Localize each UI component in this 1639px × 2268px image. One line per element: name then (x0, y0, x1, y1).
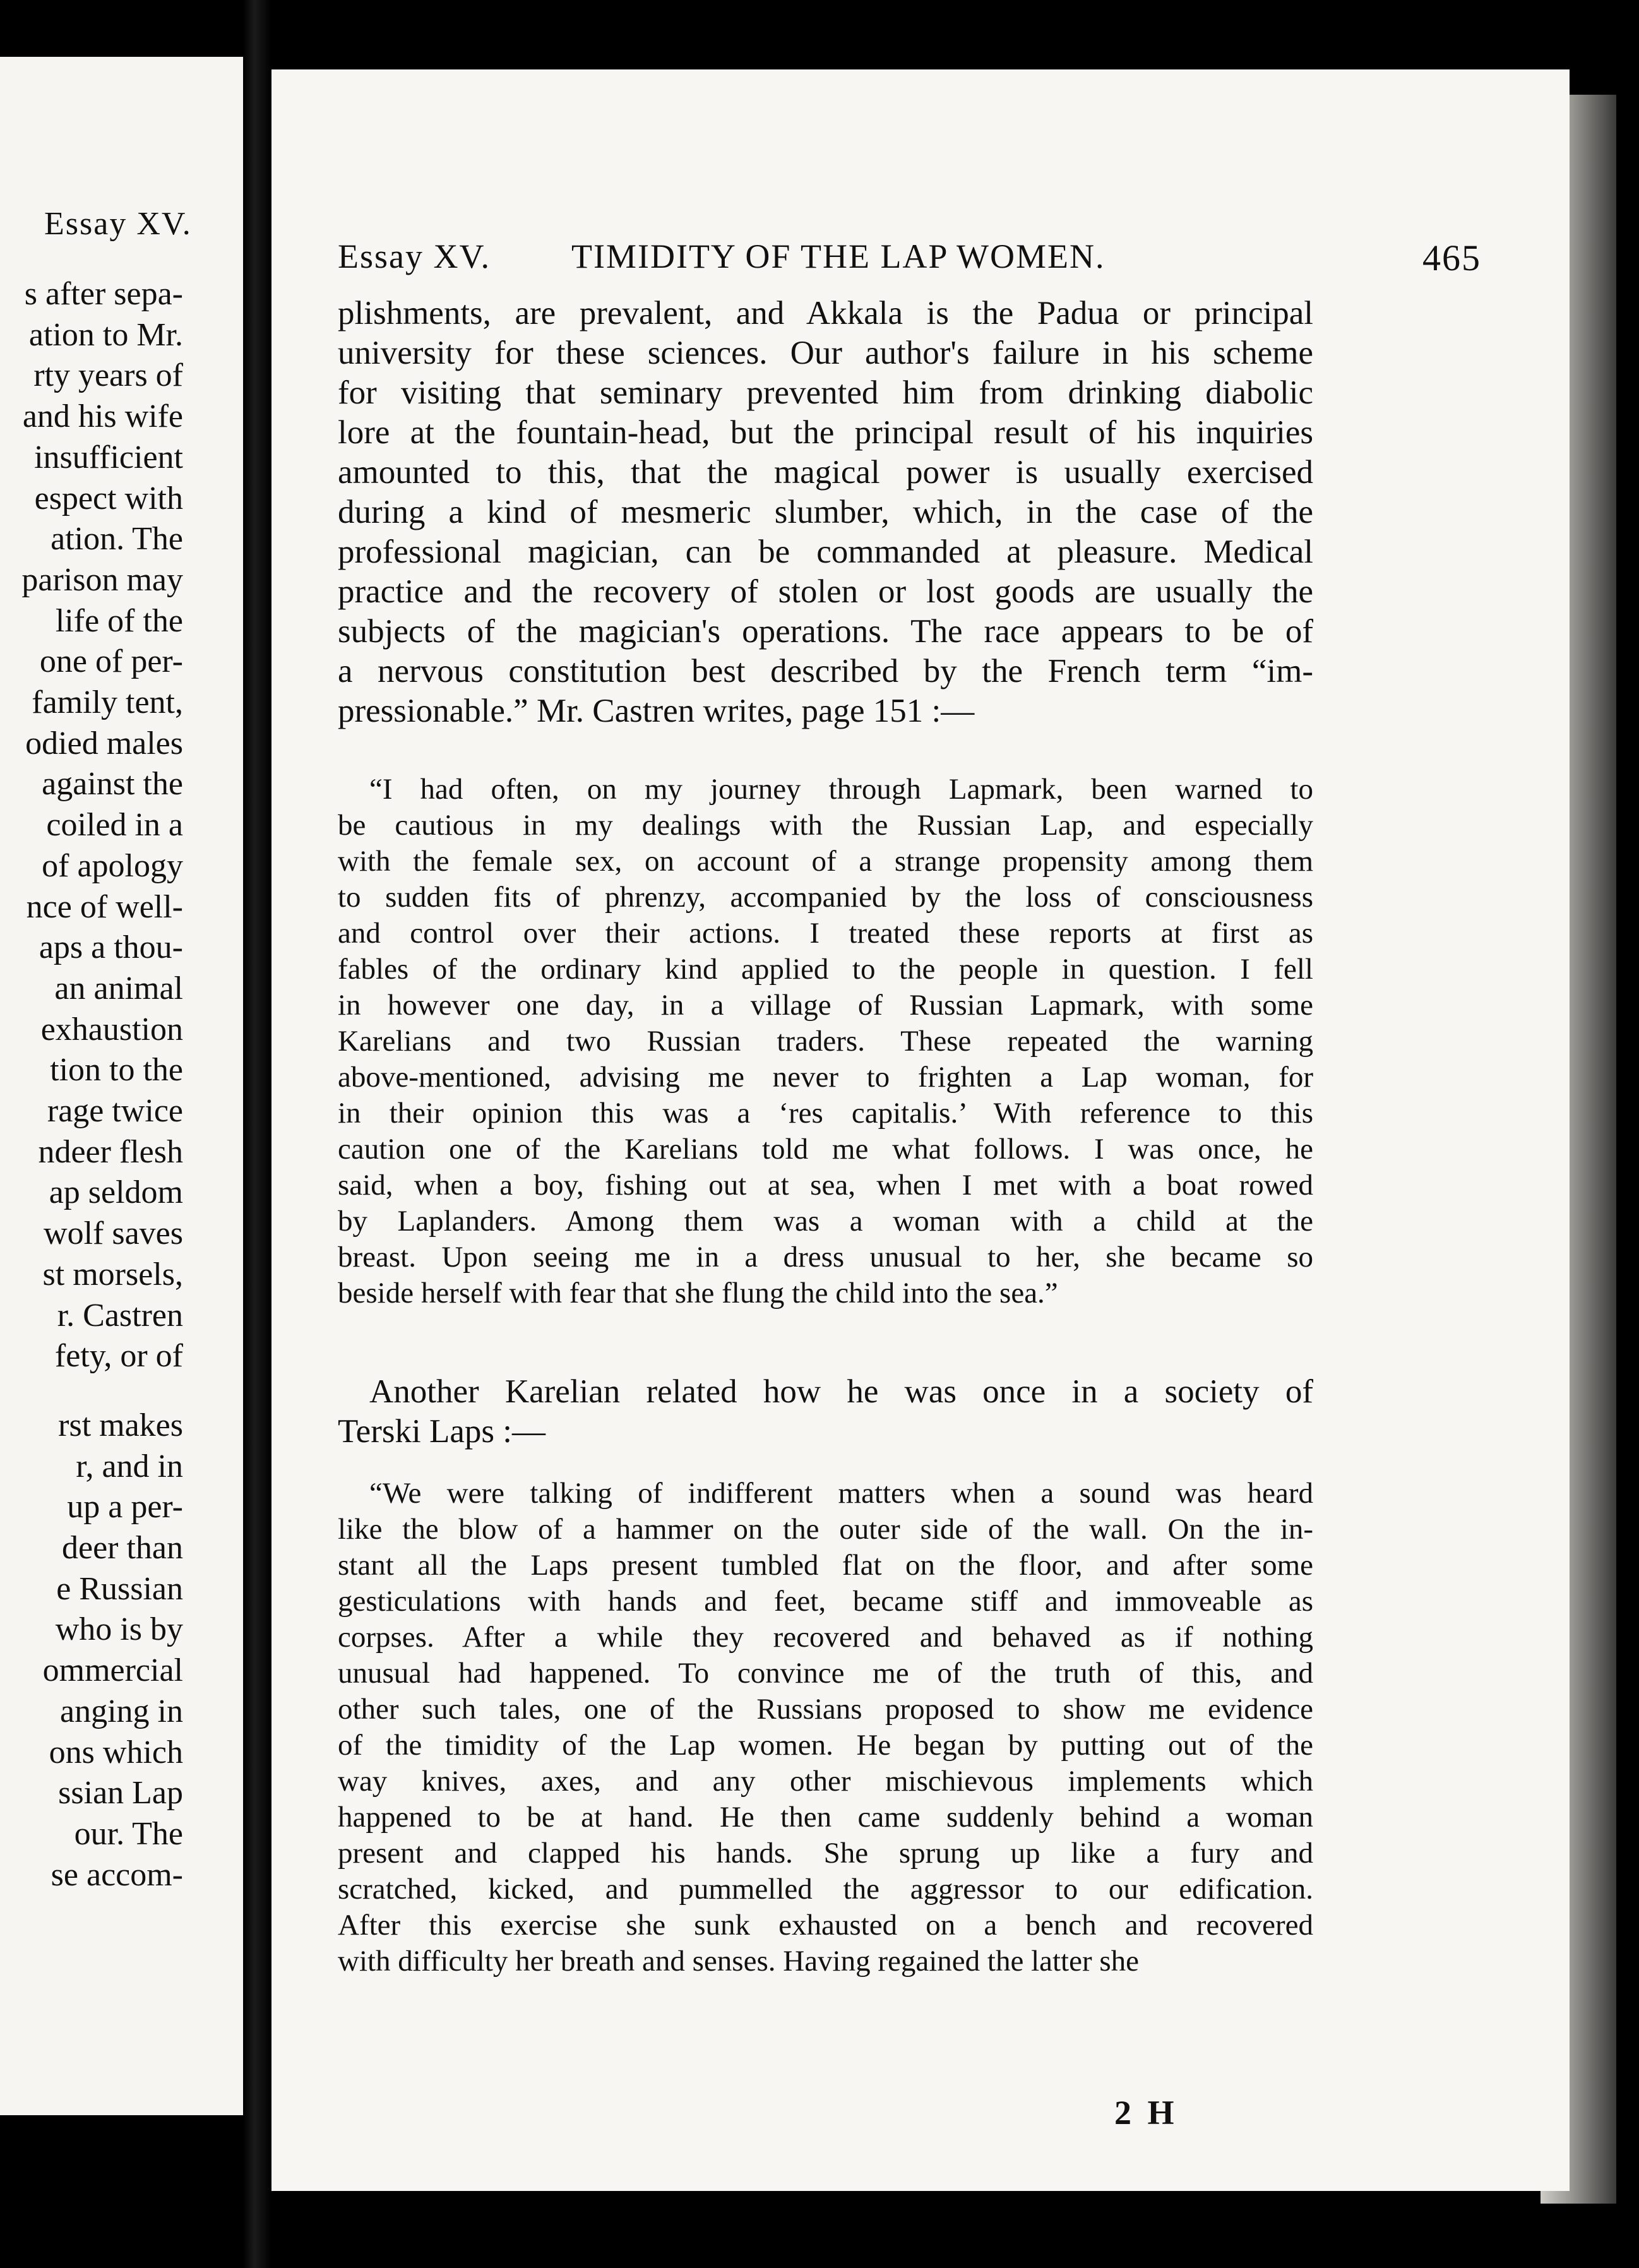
left-fragment-line: against the (42, 766, 183, 803)
header-essay: Essay XV. (338, 237, 491, 275)
left-fragment-line: family tent, (32, 684, 183, 720)
left-fragment-line: our. The (74, 1815, 183, 1852)
left-fragment-line: rst makes (58, 1407, 183, 1443)
left-fragment-line: who is by (55, 1611, 183, 1648)
left-fragment-line: insufficient (34, 439, 183, 475)
body-paragraph (338, 294, 1313, 731)
left-fragment-line: wolf saves (44, 1215, 183, 1252)
text-line: fables of the ordinary kind applied to the people in question. I fell (338, 953, 1313, 986)
left-fragment-line: coiled in a (46, 807, 183, 844)
left-fragment-line: deer than (61, 1530, 183, 1566)
text-line: subjects of the magician's operations. The race appears to be of (338, 613, 1313, 650)
left-fragment-line: and his wife (22, 398, 183, 435)
text-line: to sudden fits of phrenzy, accompanied by the loss of consciousness (338, 881, 1313, 914)
left-fragment-line: r, and in (76, 1448, 183, 1484)
left-fragment-line: s after sepa- (24, 276, 183, 312)
left-fragment-line: ap seldom (49, 1174, 183, 1211)
left-fragment-line: of apology (42, 847, 183, 884)
text-line: university for these sciences. Our author's failure in his scheme (338, 335, 1313, 371)
text-line: of the timidity of the Lap women. He began by putting out of the (338, 1729, 1313, 1762)
text-line: After this exercise she sunk exhausted on a bench and recovered (338, 1909, 1313, 1942)
text-line: amounted to this, that the magical power is usually exercised (338, 454, 1313, 491)
left-fragment-line: an animal (54, 970, 183, 1006)
text-line: pressionable.” Mr. Castren writes, page 151 :— (338, 693, 975, 729)
text-line: professional magician, can be commanded at pleasure. Medical (338, 534, 1313, 570)
text-line: stant all the Laps present tumbled flat on the floor, and after some (338, 1549, 1313, 1582)
text-line: for visiting that seminary prevented him from drinking diabolic (338, 374, 1313, 411)
text-line: Another Karelian related how he was once in a society of (369, 1373, 1313, 1410)
text-line: gesticulations with hands and feet, became stiff and immoveable as (338, 1585, 1313, 1618)
text-line: lore at the fountain-head, but the principal result of his inquiries (338, 414, 1313, 451)
left-fragment-line: fety, or of (54, 1338, 183, 1375)
left-fragment-line: odied males (25, 725, 183, 761)
text-line: plishments, are prevalent, and Akkala is the Padua or principal (338, 295, 1313, 331)
text-line: breast. Upon seeing me in a dress unusual to her, she became so (338, 1241, 1313, 1274)
left-fragment-line: up a per- (67, 1489, 183, 1525)
text-line: and control over their actions. I treated these reports at first as (338, 917, 1313, 950)
text-line: other such tales, one of the Russians proposed to show me evidence (338, 1693, 1313, 1726)
header-title: TIMIDITY OF THE LAP WOMEN. (571, 237, 1106, 275)
left-fragment-line: espect with (34, 480, 183, 516)
text-line: beside herself with fear that she flung the child into the sea.” (338, 1277, 1058, 1310)
text-line: above-mentioned, advising me never to frighten a Lap woman, for (338, 1061, 1313, 1094)
text-line: Terski Laps :— (338, 1413, 545, 1450)
left-fragment-line: ndeer flesh (38, 1133, 183, 1170)
text-line: scratched, kicked, and pummelled the aggressor to our edification. (338, 1873, 1313, 1906)
text-line: like the blow of a hammer on the outer side of the wall. On the in- (338, 1513, 1313, 1546)
text-line: a nervous constitution best described by the French term “im- (338, 653, 1313, 689)
text-line: during a kind of mesmeric slumber, which, in the case of the (338, 494, 1313, 530)
paragraph-2 (338, 1372, 1313, 1452)
text-line: “I had often, on my journey through Lapmark, been warned to (369, 773, 1313, 806)
left-fragment-line: ation to Mr. (28, 316, 183, 353)
left-page (0, 57, 243, 2115)
text-line: by Laplanders. Among them was a woman with a child at the (338, 1205, 1313, 1238)
text-line: corpses. After a while they recovered and behaved as if nothing (338, 1621, 1313, 1654)
left-fragment-line: se accom- (51, 1856, 183, 1893)
left-fragment-line: st morsels, (42, 1256, 183, 1292)
text-line: in however one day, in a village of Russian Lapmark, with some (338, 989, 1313, 1022)
quote-2 (338, 1476, 1313, 1979)
text-line: caution one of the Karelians told me what follows. I was once, he (338, 1133, 1313, 1166)
right-page (271, 69, 1570, 2191)
quote-1 (338, 772, 1313, 1311)
book-gutter (243, 0, 271, 2268)
text-line: unusual had happened. To convince me of the truth of this, and (338, 1657, 1313, 1690)
left-running-head: Essay XV. (44, 206, 192, 242)
text-line: with difficulty her breath and senses. Having regained the latter she (338, 1945, 1140, 1978)
text-line: in their opinion this was a ‘res capitalis.’ With reference to this (338, 1097, 1313, 1130)
left-fragment-line: parison may (21, 561, 183, 598)
text-line: be cautious in my dealings with the Russian Lap, and especially (338, 809, 1313, 842)
text-line: present and clapped his hands. She sprung up like a fury and (338, 1837, 1313, 1870)
text-line: way knives, axes, and any other mischievous implements which (338, 1765, 1313, 1798)
left-fragment-line: one of per- (39, 643, 183, 680)
left-fragment-line: rty years of (33, 357, 183, 394)
signature-mark: 2 H (1114, 2094, 1178, 2132)
left-fragment-line: tion to the (50, 1052, 183, 1089)
left-fragment-line: ssian Lap (58, 1775, 183, 1811)
text-line: said, when a boy, fishing out at sea, when I met with a boat rowed (338, 1169, 1313, 1202)
left-fragment-line: life of the (55, 602, 183, 639)
left-fragment-line: ation. The (51, 521, 183, 558)
left-fragment-line: rage twice (47, 1093, 183, 1129)
left-fragment-line: ommercial (42, 1652, 183, 1689)
text-line: with the female sex, on account of a strange propensity among them (338, 845, 1313, 878)
text-line: “We were talking of indifferent matters when a sound was heard (369, 1477, 1313, 1510)
left-fragment-line: anging in (60, 1693, 183, 1729)
text-line: practice and the recovery of stolen or lost goods are usually the (338, 573, 1313, 610)
left-fragment-line: r. Castren (57, 1297, 183, 1334)
text-line: Karelians and two Russian traders. These repeated the warning (338, 1025, 1313, 1058)
left-fragment-line: aps a thou- (39, 929, 183, 966)
left-fragment-line: nce of well- (26, 888, 183, 925)
left-fragment-line: ons which (49, 1734, 183, 1770)
left-fragment-line: e Russian (56, 1570, 183, 1607)
text-line: happened to be at hand. He then came suddenly behind a woman (338, 1801, 1313, 1834)
left-fragment-line: exhaustion (40, 1011, 183, 1047)
page-number: 465 (1422, 237, 1481, 278)
